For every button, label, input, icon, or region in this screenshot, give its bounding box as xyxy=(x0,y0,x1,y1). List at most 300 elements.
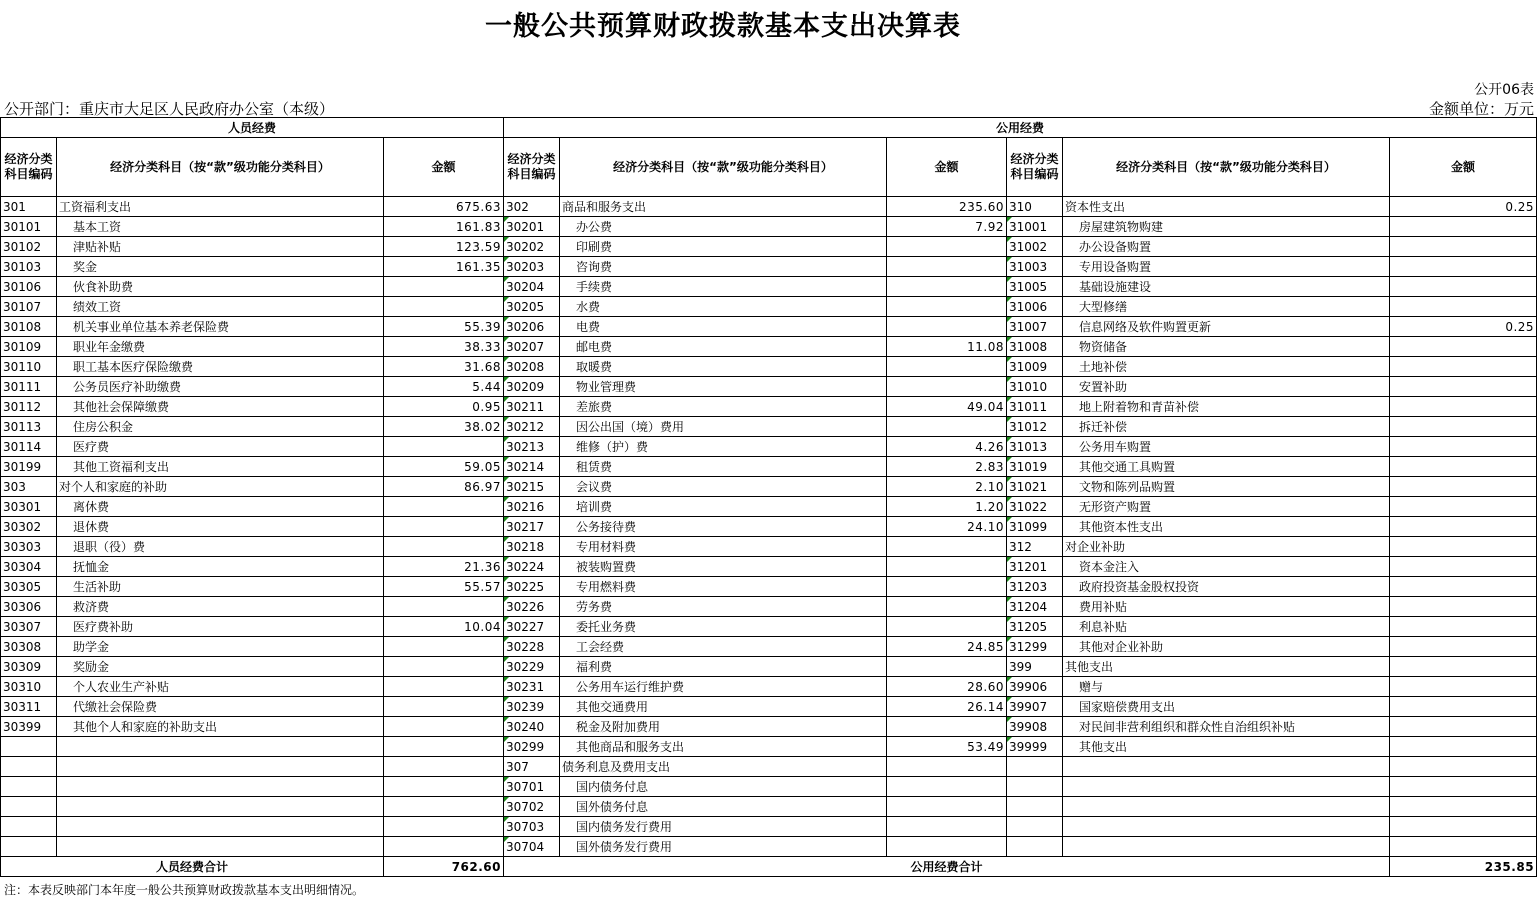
amount-cell: 235.60 xyxy=(887,197,1007,217)
amount-cell xyxy=(384,777,504,797)
name-cell: 邮电费 xyxy=(560,337,887,357)
amount-cell: 10.04 xyxy=(384,617,504,637)
name-cell: 生活补助 xyxy=(57,577,384,597)
code-cell: 30308 xyxy=(1,637,57,657)
name-cell: 债务利息及费用支出 xyxy=(560,757,887,777)
code-cell: 30702 xyxy=(504,797,560,817)
form-number: 公开06表 xyxy=(1474,82,1534,98)
code-cell: 399 xyxy=(1007,657,1063,677)
code-cell xyxy=(1007,777,1063,797)
table-row xyxy=(1,817,1537,837)
amount-cell xyxy=(887,657,1007,677)
amount-cell xyxy=(1390,337,1537,357)
code-cell: 30208 xyxy=(504,357,560,377)
page-title: 一般公共预算财政拨款基本支出决算表 xyxy=(485,11,961,42)
table-row xyxy=(1,297,1537,317)
amount-cell xyxy=(384,297,504,317)
amount-cell: 0.25 xyxy=(1390,197,1537,217)
table-row xyxy=(1,457,1537,477)
amount-cell xyxy=(887,237,1007,257)
code-cell xyxy=(1,737,57,757)
amount-cell xyxy=(887,257,1007,277)
amount-cell: 38.33 xyxy=(384,337,504,357)
table-row xyxy=(1,257,1537,277)
name-cell: 奖励金 xyxy=(57,657,384,677)
header-name: 经济分类科目（按“款”级功能分类科目） xyxy=(57,138,384,197)
amount-cell xyxy=(887,617,1007,637)
amount-cell xyxy=(1390,557,1537,577)
code-cell: 312 xyxy=(1007,537,1063,557)
name-cell: 办公费 xyxy=(560,217,887,237)
table-row xyxy=(1,697,1537,717)
amount-cell: 26.14 xyxy=(887,697,1007,717)
name-cell: 医疗费补助 xyxy=(57,617,384,637)
name-cell: 工资福利支出 xyxy=(57,197,384,217)
code-cell: 30399 xyxy=(1,717,57,737)
code-cell xyxy=(1,797,57,817)
amount-cell xyxy=(1390,797,1537,817)
code-cell: 39908 xyxy=(1007,717,1063,737)
code-cell: 31204 xyxy=(1007,597,1063,617)
amount-cell xyxy=(887,817,1007,837)
table-row xyxy=(1,797,1537,817)
name-cell: 印刷费 xyxy=(560,237,887,257)
name-cell: 国内债务付息 xyxy=(560,777,887,797)
amount-cell: 53.49 xyxy=(887,737,1007,757)
name-cell xyxy=(57,757,384,777)
code-cell: 30216 xyxy=(504,497,560,517)
amount-cell xyxy=(1390,497,1537,517)
name-cell: 代缴社会保险费 xyxy=(57,697,384,717)
amount-cell xyxy=(887,597,1007,617)
amount-cell: 161.83 xyxy=(384,217,504,237)
amount-cell: 21.36 xyxy=(384,557,504,577)
code-cell: 30214 xyxy=(504,457,560,477)
table-row xyxy=(1,237,1537,257)
code-cell: 307 xyxy=(504,757,560,777)
code-cell: 30311 xyxy=(1,697,57,717)
code-cell: 30112 xyxy=(1,397,57,417)
table-row xyxy=(1,677,1537,697)
code-cell: 30306 xyxy=(1,597,57,617)
public-total-amount: 235.85 xyxy=(1390,857,1537,877)
amount-cell xyxy=(384,657,504,677)
table-row xyxy=(1,657,1537,677)
code-cell: 30305 xyxy=(1,577,57,597)
code-cell: 30213 xyxy=(504,437,560,457)
table-row xyxy=(1,837,1537,857)
name-cell: 职业年金缴费 xyxy=(57,337,384,357)
code-cell xyxy=(1007,817,1063,837)
header-amount: 金额 xyxy=(384,138,504,197)
amount-cell xyxy=(384,757,504,777)
header-amount: 金额 xyxy=(1390,138,1537,197)
name-cell: 地上附着物和青苗补偿 xyxy=(1063,397,1390,417)
code-cell: 30109 xyxy=(1,337,57,357)
amount-cell xyxy=(1390,417,1537,437)
name-cell: 专用材料费 xyxy=(560,537,887,557)
amount-cell xyxy=(887,777,1007,797)
name-cell: 其他社会保障缴费 xyxy=(57,397,384,417)
code-cell: 31008 xyxy=(1007,337,1063,357)
name-cell: 电费 xyxy=(560,317,887,337)
amount-cell xyxy=(1390,437,1537,457)
amount-cell xyxy=(887,357,1007,377)
name-cell: 因公出国（境）费用 xyxy=(560,417,887,437)
code-cell: 30207 xyxy=(504,337,560,357)
table-row xyxy=(1,337,1537,357)
code-cell: 30701 xyxy=(504,777,560,797)
name-cell: 医疗费 xyxy=(57,437,384,457)
amount-cell: 11.08 xyxy=(887,337,1007,357)
name-cell: 对企业补助 xyxy=(1063,537,1390,557)
header-code: 经济分类科目编码 xyxy=(1,138,57,197)
name-cell: 公务用车运行维护费 xyxy=(560,677,887,697)
code-cell: 30113 xyxy=(1,417,57,437)
table-row xyxy=(1,377,1537,397)
name-cell: 其他交通工具购置 xyxy=(1063,457,1390,477)
name-cell xyxy=(57,737,384,757)
code-cell: 31003 xyxy=(1007,257,1063,277)
name-cell: 退职（役）费 xyxy=(57,537,384,557)
name-cell: 其他对企业补助 xyxy=(1063,637,1390,657)
amount-cell xyxy=(1390,637,1537,657)
code-cell: 31001 xyxy=(1007,217,1063,237)
name-cell: 公务员医疗补助缴费 xyxy=(57,377,384,397)
code-cell: 39907 xyxy=(1007,697,1063,717)
amount-cell xyxy=(1390,477,1537,497)
amount-cell xyxy=(384,597,504,617)
code-cell: 31299 xyxy=(1007,637,1063,657)
code-cell: 31010 xyxy=(1007,377,1063,397)
amount-cell xyxy=(1390,257,1537,277)
name-cell: 工会经费 xyxy=(560,637,887,657)
amount-cell xyxy=(1390,357,1537,377)
amount-cell: 0.25 xyxy=(1390,317,1537,337)
amount-cell: 0.95 xyxy=(384,397,504,417)
code-cell: 39999 xyxy=(1007,737,1063,757)
name-cell: 其他资本性支出 xyxy=(1063,517,1390,537)
name-cell: 劳务费 xyxy=(560,597,887,617)
table-row xyxy=(1,717,1537,737)
name-cell: 住房公积金 xyxy=(57,417,384,437)
code-cell: 30310 xyxy=(1,677,57,697)
code-cell: 30102 xyxy=(1,237,57,257)
code-cell: 31002 xyxy=(1007,237,1063,257)
name-cell: 大型修缮 xyxy=(1063,297,1390,317)
name-cell xyxy=(1063,797,1390,817)
code-cell: 31019 xyxy=(1007,457,1063,477)
name-cell: 委托业务费 xyxy=(560,617,887,637)
amount-cell: 86.97 xyxy=(384,477,504,497)
code-cell: 302 xyxy=(504,197,560,217)
amount-cell: 675.63 xyxy=(384,197,504,217)
code-cell: 31009 xyxy=(1007,357,1063,377)
department-label: 公开部门：重庆市大足区人民政府办公室（本级） xyxy=(4,100,335,118)
name-cell: 土地补偿 xyxy=(1063,357,1390,377)
name-cell: 专用燃料费 xyxy=(560,577,887,597)
amount-cell xyxy=(1390,677,1537,697)
name-cell: 退休费 xyxy=(57,517,384,537)
section-personnel: 人员经费 xyxy=(1,118,504,138)
code-cell xyxy=(1007,757,1063,777)
code-cell: 30215 xyxy=(504,477,560,497)
personnel-total-label: 人员经费合计 xyxy=(1,857,384,877)
name-cell: 咨询费 xyxy=(560,257,887,277)
amount-cell xyxy=(1390,217,1537,237)
code-cell: 31022 xyxy=(1007,497,1063,517)
amount-cell: 55.57 xyxy=(384,577,504,597)
table-row xyxy=(1,757,1537,777)
name-cell: 机关事业单位基本养老保险费 xyxy=(57,317,384,337)
code-cell: 30229 xyxy=(504,657,560,677)
code-cell xyxy=(1007,797,1063,817)
name-cell: 对民间非营利组织和群众性自治组织补贴 xyxy=(1063,717,1390,737)
name-cell: 其他交通费用 xyxy=(560,697,887,717)
amount-cell xyxy=(1390,457,1537,477)
name-cell: 公务接待费 xyxy=(560,517,887,537)
name-cell: 助学金 xyxy=(57,637,384,657)
code-cell xyxy=(1,837,57,857)
amount-cell xyxy=(1390,577,1537,597)
amount-cell xyxy=(1390,837,1537,857)
amount-cell xyxy=(384,517,504,537)
code-cell: 31205 xyxy=(1007,617,1063,637)
table-row xyxy=(1,777,1537,797)
code-cell: 30218 xyxy=(504,537,560,557)
table-row xyxy=(1,577,1537,597)
amount-cell: 5.44 xyxy=(384,377,504,397)
code-cell: 31013 xyxy=(1007,437,1063,457)
header-name: 经济分类科目（按“款”级功能分类科目） xyxy=(1063,138,1390,197)
code-cell xyxy=(1,817,57,837)
code-cell: 30203 xyxy=(504,257,560,277)
code-cell: 30231 xyxy=(504,677,560,697)
name-cell: 其他商品和服务支出 xyxy=(560,737,887,757)
table-row xyxy=(1,557,1537,577)
amount-cell xyxy=(384,837,504,857)
name-cell: 其他支出 xyxy=(1063,737,1390,757)
table-row xyxy=(1,217,1537,237)
amount-cell: 2.83 xyxy=(887,457,1007,477)
amount-cell xyxy=(1390,717,1537,737)
amount-cell xyxy=(1390,817,1537,837)
code-cell: 31201 xyxy=(1007,557,1063,577)
amount-cell xyxy=(384,637,504,657)
name-cell: 个人农业生产补贴 xyxy=(57,677,384,697)
name-cell: 取暖费 xyxy=(560,357,887,377)
amount-cell xyxy=(384,717,504,737)
code-cell: 30303 xyxy=(1,537,57,557)
table-row xyxy=(1,317,1537,337)
code-cell: 31012 xyxy=(1007,417,1063,437)
amount-cell: 123.59 xyxy=(384,237,504,257)
name-cell: 资本金注入 xyxy=(1063,557,1390,577)
amount-cell xyxy=(1390,377,1537,397)
amount-cell xyxy=(384,277,504,297)
amount-cell xyxy=(1390,517,1537,537)
table-row xyxy=(1,637,1537,657)
amount-cell xyxy=(887,417,1007,437)
name-cell: 国外债务付息 xyxy=(560,797,887,817)
name-cell: 办公设备购置 xyxy=(1063,237,1390,257)
amount-cell: 24.10 xyxy=(887,517,1007,537)
code-cell: 31021 xyxy=(1007,477,1063,497)
amount-cell xyxy=(1390,397,1537,417)
amount-cell xyxy=(1390,297,1537,317)
amount-cell xyxy=(887,277,1007,297)
amount-cell: 7.92 xyxy=(887,217,1007,237)
amount-cell xyxy=(887,717,1007,737)
amount-cell xyxy=(1390,237,1537,257)
header-name: 经济分类科目（按“款”级功能分类科目） xyxy=(560,138,887,197)
code-cell: 30103 xyxy=(1,257,57,277)
name-cell: 政府投资基金股权投资 xyxy=(1063,577,1390,597)
amount-cell xyxy=(887,837,1007,857)
public-total-label: 公用经费合计 xyxy=(504,857,1390,877)
table-row xyxy=(1,437,1537,457)
personnel-total-amount: 762.60 xyxy=(384,857,504,877)
table-row xyxy=(1,597,1537,617)
name-cell: 物业管理费 xyxy=(560,377,887,397)
code-cell: 30205 xyxy=(504,297,560,317)
code-cell: 31005 xyxy=(1007,277,1063,297)
amount-cell: 24.85 xyxy=(887,637,1007,657)
amount-cell xyxy=(887,577,1007,597)
name-cell: 绩效工资 xyxy=(57,297,384,317)
code-cell: 30206 xyxy=(504,317,560,337)
table-row xyxy=(1,277,1537,297)
name-cell xyxy=(57,777,384,797)
amount-cell xyxy=(1390,777,1537,797)
name-cell: 水费 xyxy=(560,297,887,317)
name-cell: 津贴补贴 xyxy=(57,237,384,257)
code-cell: 30106 xyxy=(1,277,57,297)
name-cell: 专用设备购置 xyxy=(1063,257,1390,277)
code-cell: 30110 xyxy=(1,357,57,377)
code-cell: 30301 xyxy=(1,497,57,517)
name-cell: 培训费 xyxy=(560,497,887,517)
expenditure-table xyxy=(0,117,1537,877)
amount-cell xyxy=(384,497,504,517)
name-cell: 差旅费 xyxy=(560,397,887,417)
amount-cell: 161.35 xyxy=(384,257,504,277)
table-row xyxy=(1,537,1537,557)
table-row xyxy=(1,397,1537,417)
name-cell: 商品和服务支出 xyxy=(560,197,887,217)
code-cell: 30309 xyxy=(1,657,57,677)
code-cell: 30202 xyxy=(504,237,560,257)
name-cell xyxy=(57,797,384,817)
name-cell: 信息网络及软件购置更新 xyxy=(1063,317,1390,337)
amount-cell: 28.60 xyxy=(887,677,1007,697)
name-cell: 国内债务发行费用 xyxy=(560,817,887,837)
table-row xyxy=(1,357,1537,377)
name-cell: 无形资产购置 xyxy=(1063,497,1390,517)
code-cell: 30114 xyxy=(1,437,57,457)
name-cell: 被装购置费 xyxy=(560,557,887,577)
code-cell: 30703 xyxy=(504,817,560,837)
amount-cell xyxy=(1390,757,1537,777)
code-cell: 30111 xyxy=(1,377,57,397)
code-cell: 30302 xyxy=(1,517,57,537)
name-cell: 文物和陈列品购置 xyxy=(1063,477,1390,497)
name-cell: 租赁费 xyxy=(560,457,887,477)
code-cell: 30304 xyxy=(1,557,57,577)
amount-cell: 2.10 xyxy=(887,477,1007,497)
code-cell: 31011 xyxy=(1007,397,1063,417)
amount-cell xyxy=(1390,537,1537,557)
table-row xyxy=(1,737,1537,757)
table-row xyxy=(1,497,1537,517)
footnote: 注：本表反映部门本年度一般公共预算财政拨款基本支出明细情况。 xyxy=(4,883,365,897)
amount-cell xyxy=(384,797,504,817)
code-cell: 303 xyxy=(1,477,57,497)
name-cell: 房屋建筑物购建 xyxy=(1063,217,1390,237)
code-cell: 30227 xyxy=(504,617,560,637)
name-cell: 职工基本医疗保险缴费 xyxy=(57,357,384,377)
amount-cell xyxy=(1390,597,1537,617)
code-cell: 31203 xyxy=(1007,577,1063,597)
amount-cell xyxy=(887,377,1007,397)
amount-cell xyxy=(887,537,1007,557)
name-cell: 基础设施建设 xyxy=(1063,277,1390,297)
name-cell: 救济费 xyxy=(57,597,384,617)
name-cell: 物资储备 xyxy=(1063,337,1390,357)
name-cell: 福利费 xyxy=(560,657,887,677)
name-cell: 税金及附加费用 xyxy=(560,717,887,737)
amount-cell: 55.39 xyxy=(384,317,504,337)
name-cell: 公务用车购置 xyxy=(1063,437,1390,457)
code-cell: 30704 xyxy=(504,837,560,857)
name-cell: 利息补贴 xyxy=(1063,617,1390,637)
name-cell: 基本工资 xyxy=(57,217,384,237)
code-cell: 30199 xyxy=(1,457,57,477)
amount-cell: 4.26 xyxy=(887,437,1007,457)
code-cell: 30307 xyxy=(1,617,57,637)
name-cell: 奖金 xyxy=(57,257,384,277)
code-cell: 30240 xyxy=(504,717,560,737)
name-cell: 抚恤金 xyxy=(57,557,384,577)
code-cell: 30108 xyxy=(1,317,57,337)
table-row xyxy=(1,617,1537,637)
name-cell: 维修（护）费 xyxy=(560,437,887,457)
amount-cell xyxy=(384,697,504,717)
name-cell xyxy=(57,817,384,837)
amount-cell xyxy=(384,437,504,457)
code-cell: 30212 xyxy=(504,417,560,437)
totals-row xyxy=(1,857,1537,877)
code-cell: 30225 xyxy=(504,577,560,597)
name-cell: 拆迁补偿 xyxy=(1063,417,1390,437)
code-cell: 301 xyxy=(1,197,57,217)
table-row xyxy=(1,517,1537,537)
name-cell: 其他工资福利支出 xyxy=(57,457,384,477)
code-cell: 30101 xyxy=(1,217,57,237)
amount-cell xyxy=(384,737,504,757)
name-cell: 国家赔偿费用支出 xyxy=(1063,697,1390,717)
code-cell xyxy=(1007,837,1063,857)
name-cell xyxy=(1063,777,1390,797)
header-code: 经济分类科目编码 xyxy=(1007,138,1063,197)
code-cell: 30211 xyxy=(504,397,560,417)
amount-cell xyxy=(1390,657,1537,677)
name-cell: 安置补助 xyxy=(1063,377,1390,397)
name-cell: 其他个人和家庭的补助支出 xyxy=(57,717,384,737)
name-cell: 资本性支出 xyxy=(1063,197,1390,217)
amount-cell xyxy=(384,677,504,697)
code-cell: 30228 xyxy=(504,637,560,657)
